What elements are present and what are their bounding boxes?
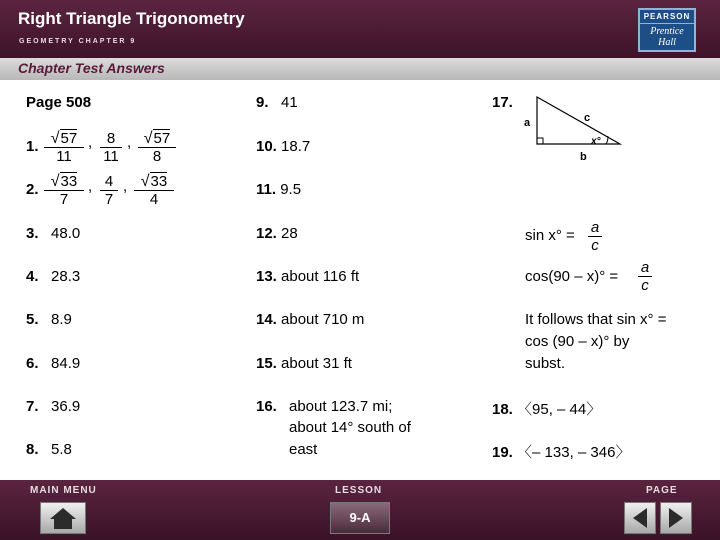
svg-text:a: a (524, 117, 531, 129)
answer-18: 18. 〈95, – 44〉 (492, 401, 602, 418)
answer-4: 4. 28.3 (26, 268, 81, 285)
answer-1-frac-3: $\frac{√57}{8}$ (138, 130, 176, 165)
answer-13: 13. about 116 ft (256, 268, 360, 285)
answer-7: 7. 36.9 (26, 398, 81, 415)
lesson-button[interactable]: 9-A (330, 502, 390, 534)
answer-9: 9. 41 (256, 94, 298, 111)
page-subtitle: GEOMETRY CHAPTER 9 (19, 38, 137, 45)
page-label-footer: PAGE (646, 485, 678, 496)
home-icon (41, 503, 85, 533)
answer-12: 12. 28 (256, 225, 298, 242)
answer-2-frac-3: $\frac{√33}{4}$ (134, 173, 174, 208)
answer-1-frac-1: $\frac{√57}{11}$ (44, 130, 84, 165)
page-title: Right Triangle Trigonometry (18, 9, 245, 28)
page-label: Page 508 (26, 94, 92, 111)
answer-16-line-3: east (289, 441, 318, 458)
answer-10: 10. 18.7 (256, 138, 311, 155)
sine-fraction: $\frac{a}{c}$ (588, 219, 602, 254)
answer-15: 15. about 31 ft (256, 355, 352, 372)
footer-nav (0, 480, 720, 540)
prev-arrow-icon (625, 503, 655, 533)
answer-16-line-1: about 123.7 mi; (289, 398, 393, 415)
svg-text:c: c (584, 112, 591, 124)
answer-14: 14. about 710 m (256, 311, 365, 328)
next-page-button[interactable] (660, 502, 692, 534)
answer-1-number: 1. (26, 138, 39, 155)
header (0, 0, 720, 58)
answer-2-number: 2. (26, 181, 39, 198)
answer-11: 11. 9.5 (256, 181, 302, 198)
conclusion-line-3: subst. (525, 355, 566, 372)
main-menu-label: MAIN MENU (30, 485, 97, 496)
lesson-label: LESSON (335, 485, 383, 496)
answer-5: 5. 8.9 (26, 311, 72, 328)
answer-6: 6. 84.9 (26, 355, 81, 372)
answer-2-frac-2: $\frac{4}{7}$ (100, 173, 118, 208)
svg-text:x°: x° (591, 136, 601, 147)
answer-19: 19. 〈– 133, – 346〉 (492, 444, 631, 461)
answer-17-number: 17. (492, 94, 513, 111)
section-bar (0, 58, 720, 80)
main-menu-button[interactable] (40, 502, 86, 534)
sine-equation-lhs: sin x° = (525, 227, 575, 244)
section-label: Chapter Test Answers (18, 60, 165, 76)
right-triangle-diagram (520, 92, 630, 162)
answer-16-line-2: about 14° south of (289, 419, 411, 436)
previous-page-button[interactable] (624, 502, 656, 534)
cosine-fraction: $\frac{a}{c}$ (638, 259, 652, 294)
answer-2-frac-1: $\frac{√33}{7}$ (44, 173, 84, 208)
conclusion-line-1: It follows that sin x° = (525, 311, 667, 328)
answer-1-frac-2: $\frac{8}{11}$ (100, 130, 122, 165)
answer-16-number: 16. (256, 398, 277, 415)
conclusion-line-2: cos (90 – x)° by (525, 333, 630, 350)
svg-text:b: b (580, 151, 587, 162)
cosine-equation-lhs: cos(90 – x)° = (525, 268, 619, 285)
answer-3: 3. 48.0 (26, 225, 81, 242)
next-arrow-icon (661, 503, 691, 533)
pearson-logo: PEARSON Prentice Hall (638, 8, 696, 52)
answer-8: 8. 5.8 (26, 441, 72, 458)
